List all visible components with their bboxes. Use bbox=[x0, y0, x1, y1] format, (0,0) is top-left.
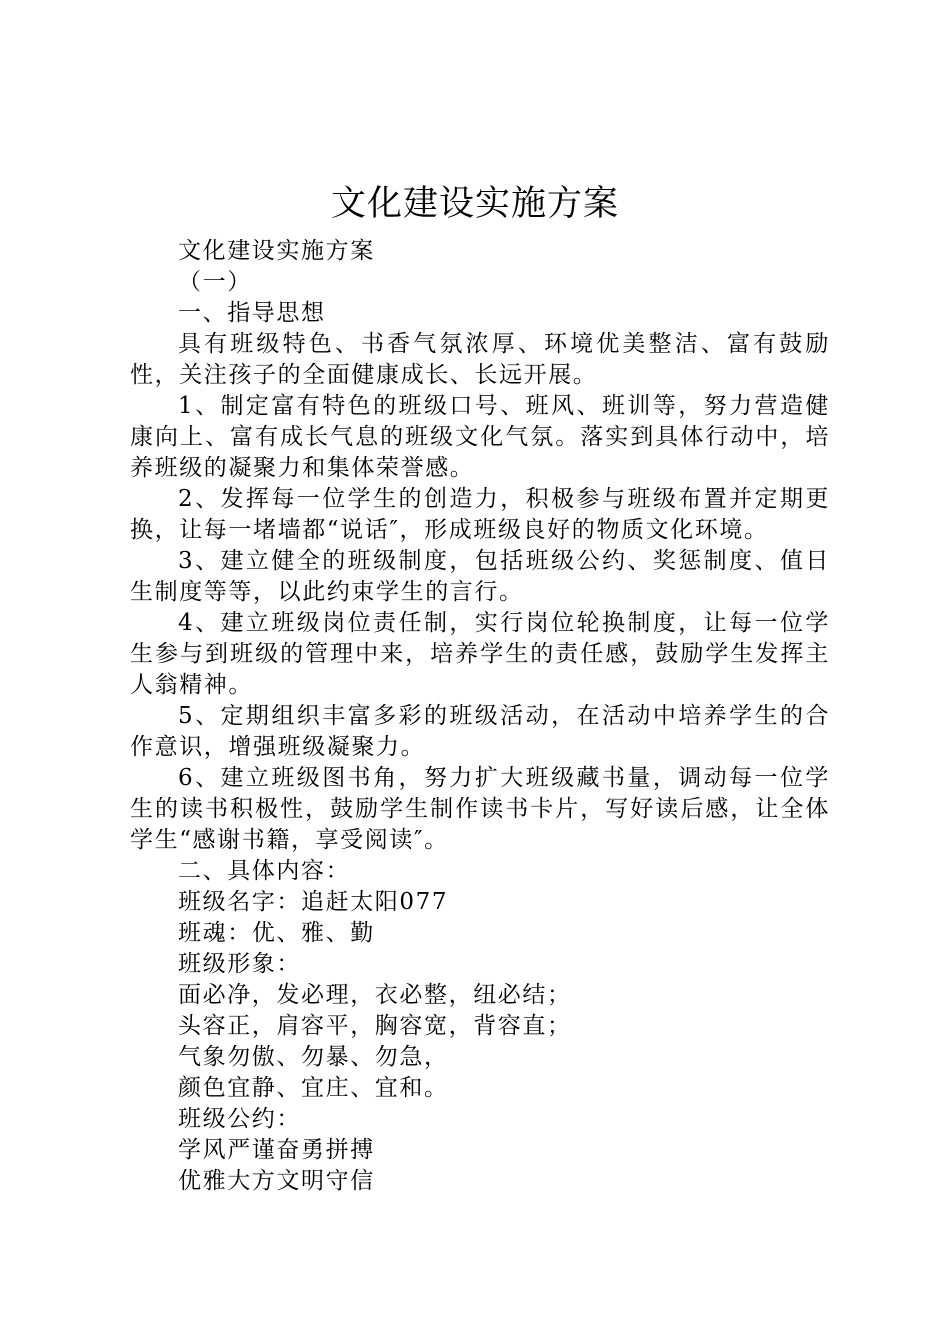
paragraph-item-1: 1、制定富有特色的班级口号、班风、班训等，努力营造健康向上、富有成长气息的班级文化气氛。落实到具体行动中，培养班级的凝聚力和集体荣誉感。 bbox=[130, 393, 830, 481]
class-spirit-line: 班魂：优、雅、勤 bbox=[178, 920, 375, 946]
document-body bbox=[130, 236, 830, 1197]
section-heading-content: 二、具体内容： bbox=[178, 858, 351, 884]
class-image-line-4: 颜色宜静、宜庄、宜和。 bbox=[178, 1075, 449, 1101]
subtitle: 文化建设实施方案 bbox=[178, 238, 375, 264]
class-image-line-3: 气象勿傲、勿暴、勿急， bbox=[178, 1044, 449, 1070]
paragraph-item-5: 5、定期组织丰富多彩的班级活动，在活动中培养学生的合作意识，增强班级凝聚力。 bbox=[130, 703, 830, 760]
document-title: 文化建设实施方案 bbox=[330, 184, 619, 224]
class-image-line-2: 头容正，肩容平，胸容宽，背容直； bbox=[178, 1013, 572, 1039]
part-number: （一） bbox=[178, 269, 252, 295]
paragraph-item-6: 6、建立班级图书角，努力扩大班级藏书量，调动每一位学生的读书积极性，鼓励学生制作读书卡片，写好读后感，让全体学生“感谢书籍，享受阅读″。 bbox=[130, 765, 830, 853]
class-convention-heading: 班级公约： bbox=[178, 1106, 301, 1132]
class-convention-line-2: 优雅大方文明守信 bbox=[178, 1168, 375, 1194]
class-image-line-1: 面必净，发必理，衣必整，纽必结； bbox=[178, 982, 572, 1008]
paragraph-intro: 具有班级特色、书香气氛浓厚、环境优美整洁、富有鼓励性，关注孩子的全面健康成长、长远开展。 bbox=[130, 331, 830, 388]
paragraph-item-2: 2、发挥每一位学生的创造力，积极参与班级布置并定期更换，让每一堵墙都“说话″，形成班级良好的物质文化环境。 bbox=[130, 486, 830, 543]
paragraph-item-3: 3、建立健全的班级制度，包括班级公约、奖惩制度、值日生制度等等，以此约束学生的言行。 bbox=[130, 548, 830, 605]
section-heading-guiding-ideology: 一、指导思想 bbox=[178, 300, 326, 326]
class-image-heading: 班级形象： bbox=[178, 951, 301, 977]
class-name-line: 班级名字：追赶太阳077 bbox=[178, 889, 449, 915]
paragraph-item-4: 4、建立班级岗位责任制，实行岗位轮换制度，让每一位学生参与到班级的管理中来，培养学生的责任感，鼓励学生发挥主人翁精神。 bbox=[130, 610, 830, 698]
class-convention-line-1: 学风严谨奋勇拼搏 bbox=[178, 1137, 375, 1163]
